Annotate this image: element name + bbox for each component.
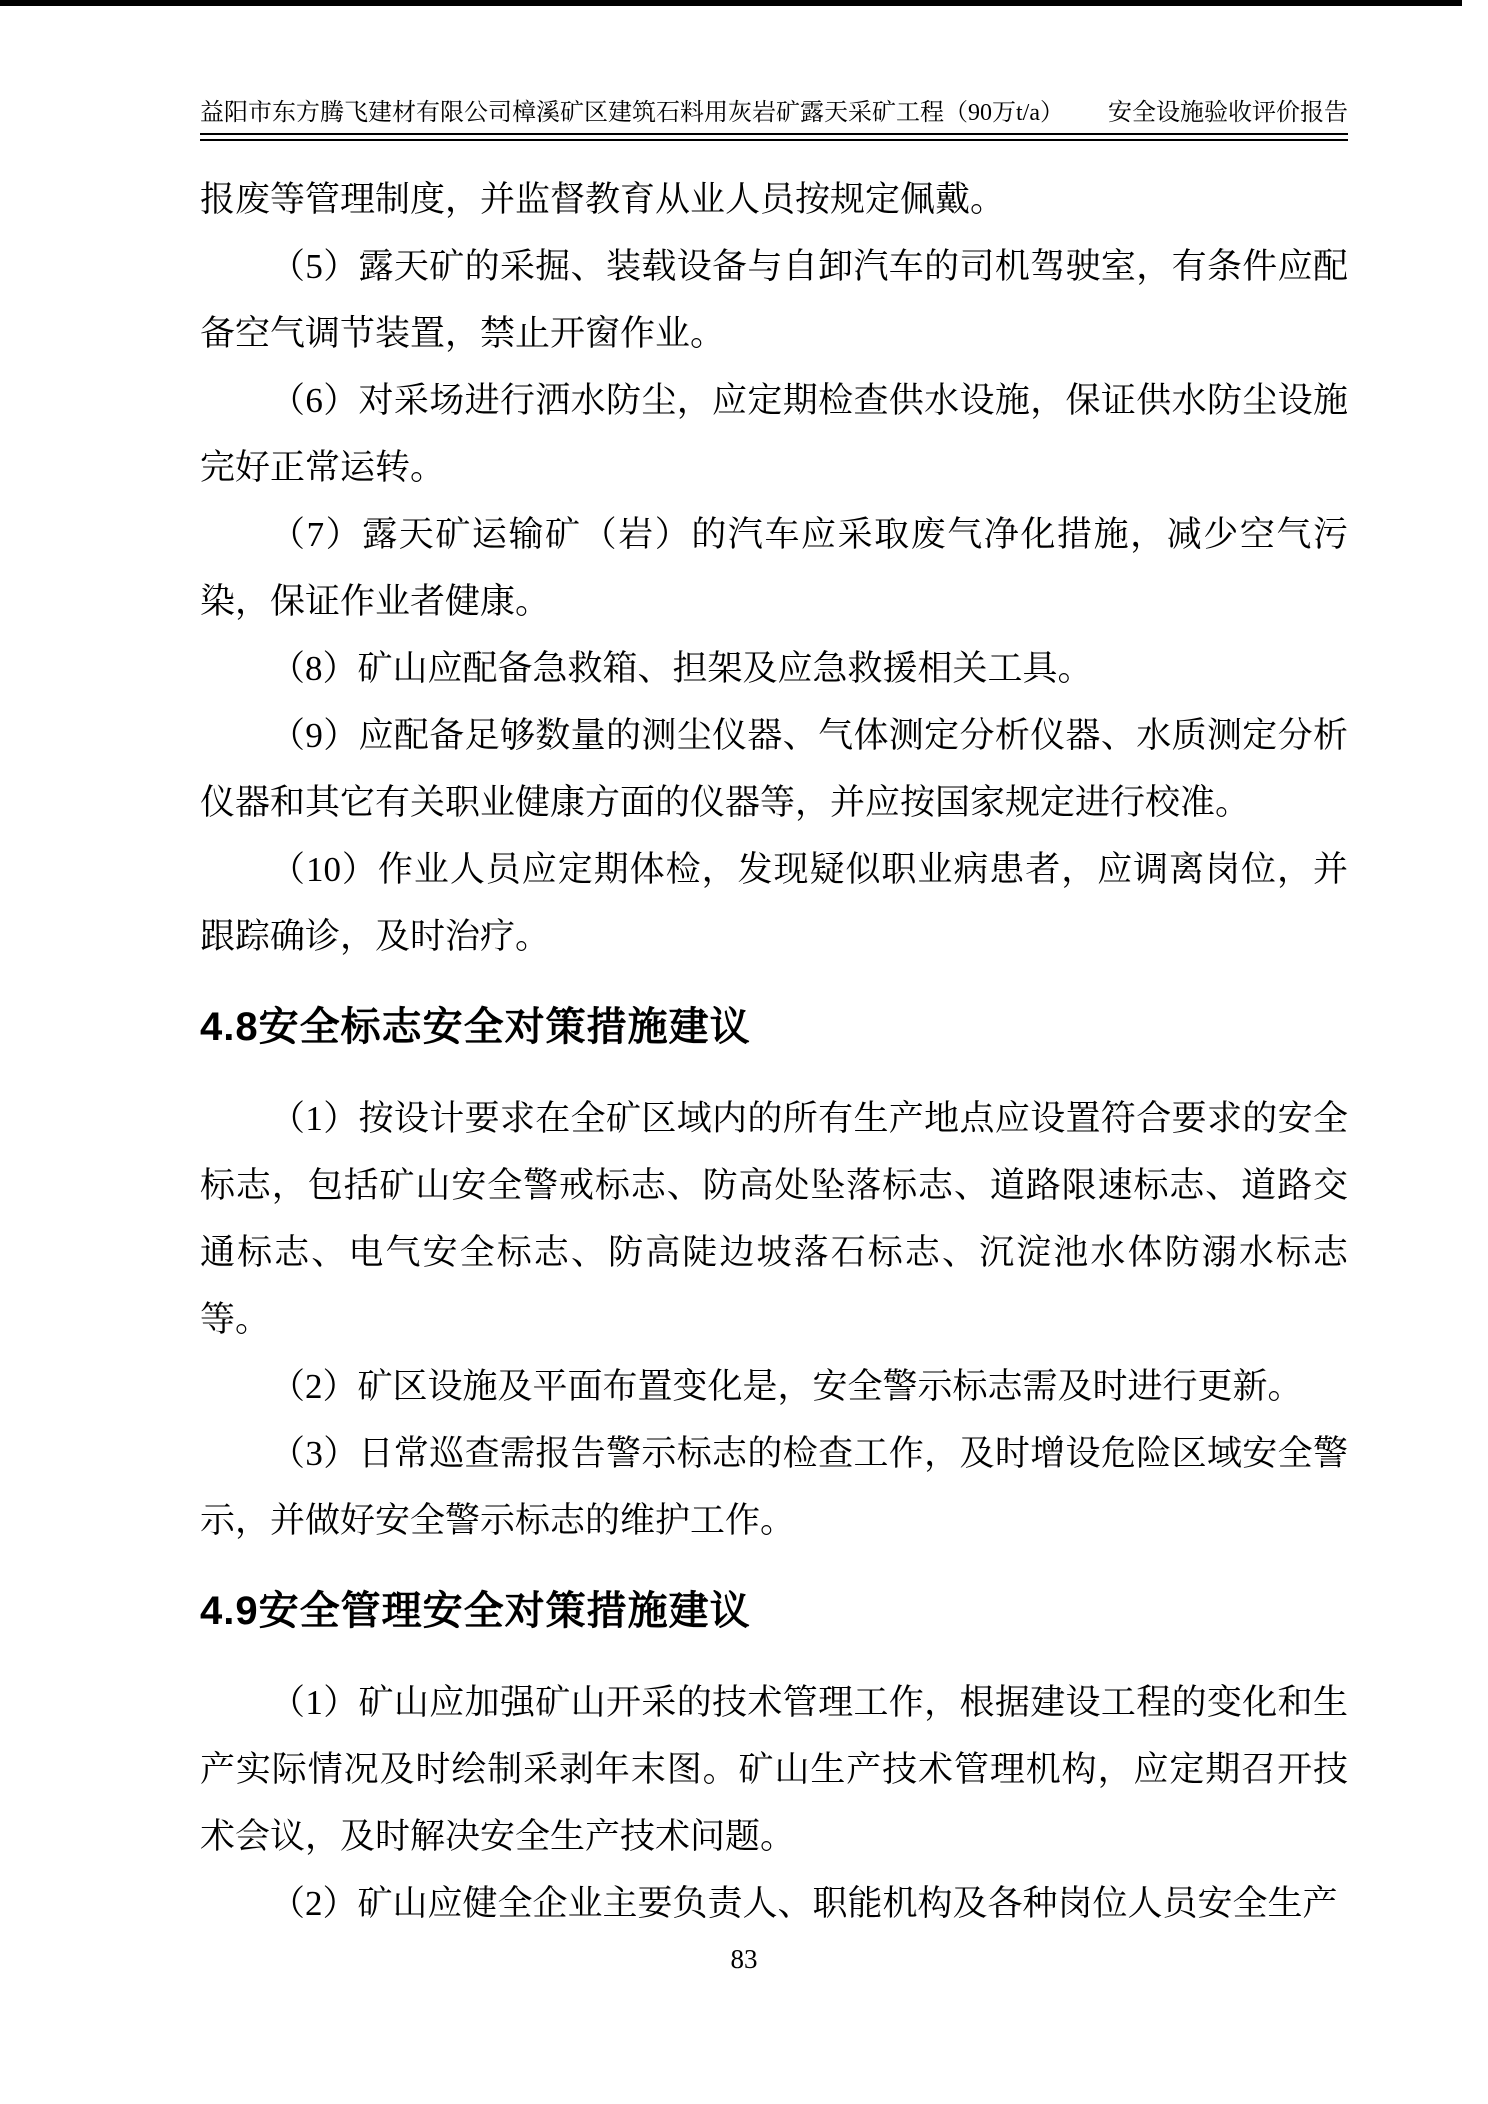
header-right-title: 安全设施验收评价报告 — [1108, 100, 1348, 126]
document-body — [200, 166, 1348, 1937]
paragraph-item-10: （10）作业人员应定期体检，发现疑似职业病患者，应调离岗位，并跟踪确诊，及时治疗。 — [200, 850, 1348, 956]
page-header — [200, 98, 1348, 128]
paragraph-item-6: （6）对采场进行洒水防尘，应定期检查供水设施，保证供水防尘设施完好正常运转。 — [200, 381, 1348, 487]
paragraph-item-1: （1）矿山应加强矿山开采的技术管理工作，根据建设工程的变化和生产实际情况及时绘制采剥年末图。矿山生产技术管理机构，应定期召开技术会议，及时解决安全生产技术问题。 — [200, 1683, 1348, 1856]
scan-artifact-bar — [0, 0, 1462, 6]
paragraph-item-8: （8）矿山应配备急救箱、担架及应急救援相关工具。 — [270, 649, 1093, 688]
paragraph: 报废等管理制度，并监督教育从业人员按规定佩戴。 — [200, 180, 1006, 219]
paragraph-item-2: （2）矿区设施及平面布置变化是，安全警示标志需及时进行更新。 — [270, 1367, 1303, 1406]
paragraph-item-3: （3）日常巡查需报告警示标志的检查工作，及时增设危险区域安全警示，并做好安全警示标志的维护工作。 — [200, 1434, 1348, 1540]
paragraph-item-5: （5）露天矿的采掘、装载设备与自卸汽车的司机驾驶室，有条件应配备空气调节装置，禁止开窗作业。 — [200, 247, 1348, 353]
section-heading-4-9: 4.9安全管理安全对策措施建议 — [200, 1589, 751, 1633]
section-heading-4-8: 4.8安全标志安全对策措施建议 — [200, 1005, 751, 1049]
paragraph-item-7: （7）露天矿运输矿（岩）的汽车应采取废气净化措施，减少空气污染，保证作业者健康。 — [200, 515, 1348, 621]
paragraph-item-1: （1）按设计要求在全矿区域内的所有生产地点应设置符合要求的安全标志，包括矿山安全警戒标志、防高处坠落标志、道路限速标志、道路交通标志、电气安全标志、防高陡边坡落石标志、沉淀池水体防溺水标志等。 — [200, 1099, 1348, 1339]
page-number: 83 — [730, 1944, 758, 1974]
paragraph-item-2: （2）矿山应健全企业主要负责人、职能机构及各种岗位人员安全生产 — [270, 1884, 1338, 1923]
header-left-title: 益阳市东方腾飞建材有限公司樟溪矿区建筑石料用灰岩矿露天采矿工程（90万t/a） — [200, 100, 1064, 126]
paragraph-item-9: （9）应配备足够数量的测尘仪器、气体测定分析仪器、水质测定分析仪器和其它有关职业健康方面的仪器等，并应按国家规定进行校准。 — [200, 716, 1348, 822]
header-double-rule — [200, 133, 1348, 141]
